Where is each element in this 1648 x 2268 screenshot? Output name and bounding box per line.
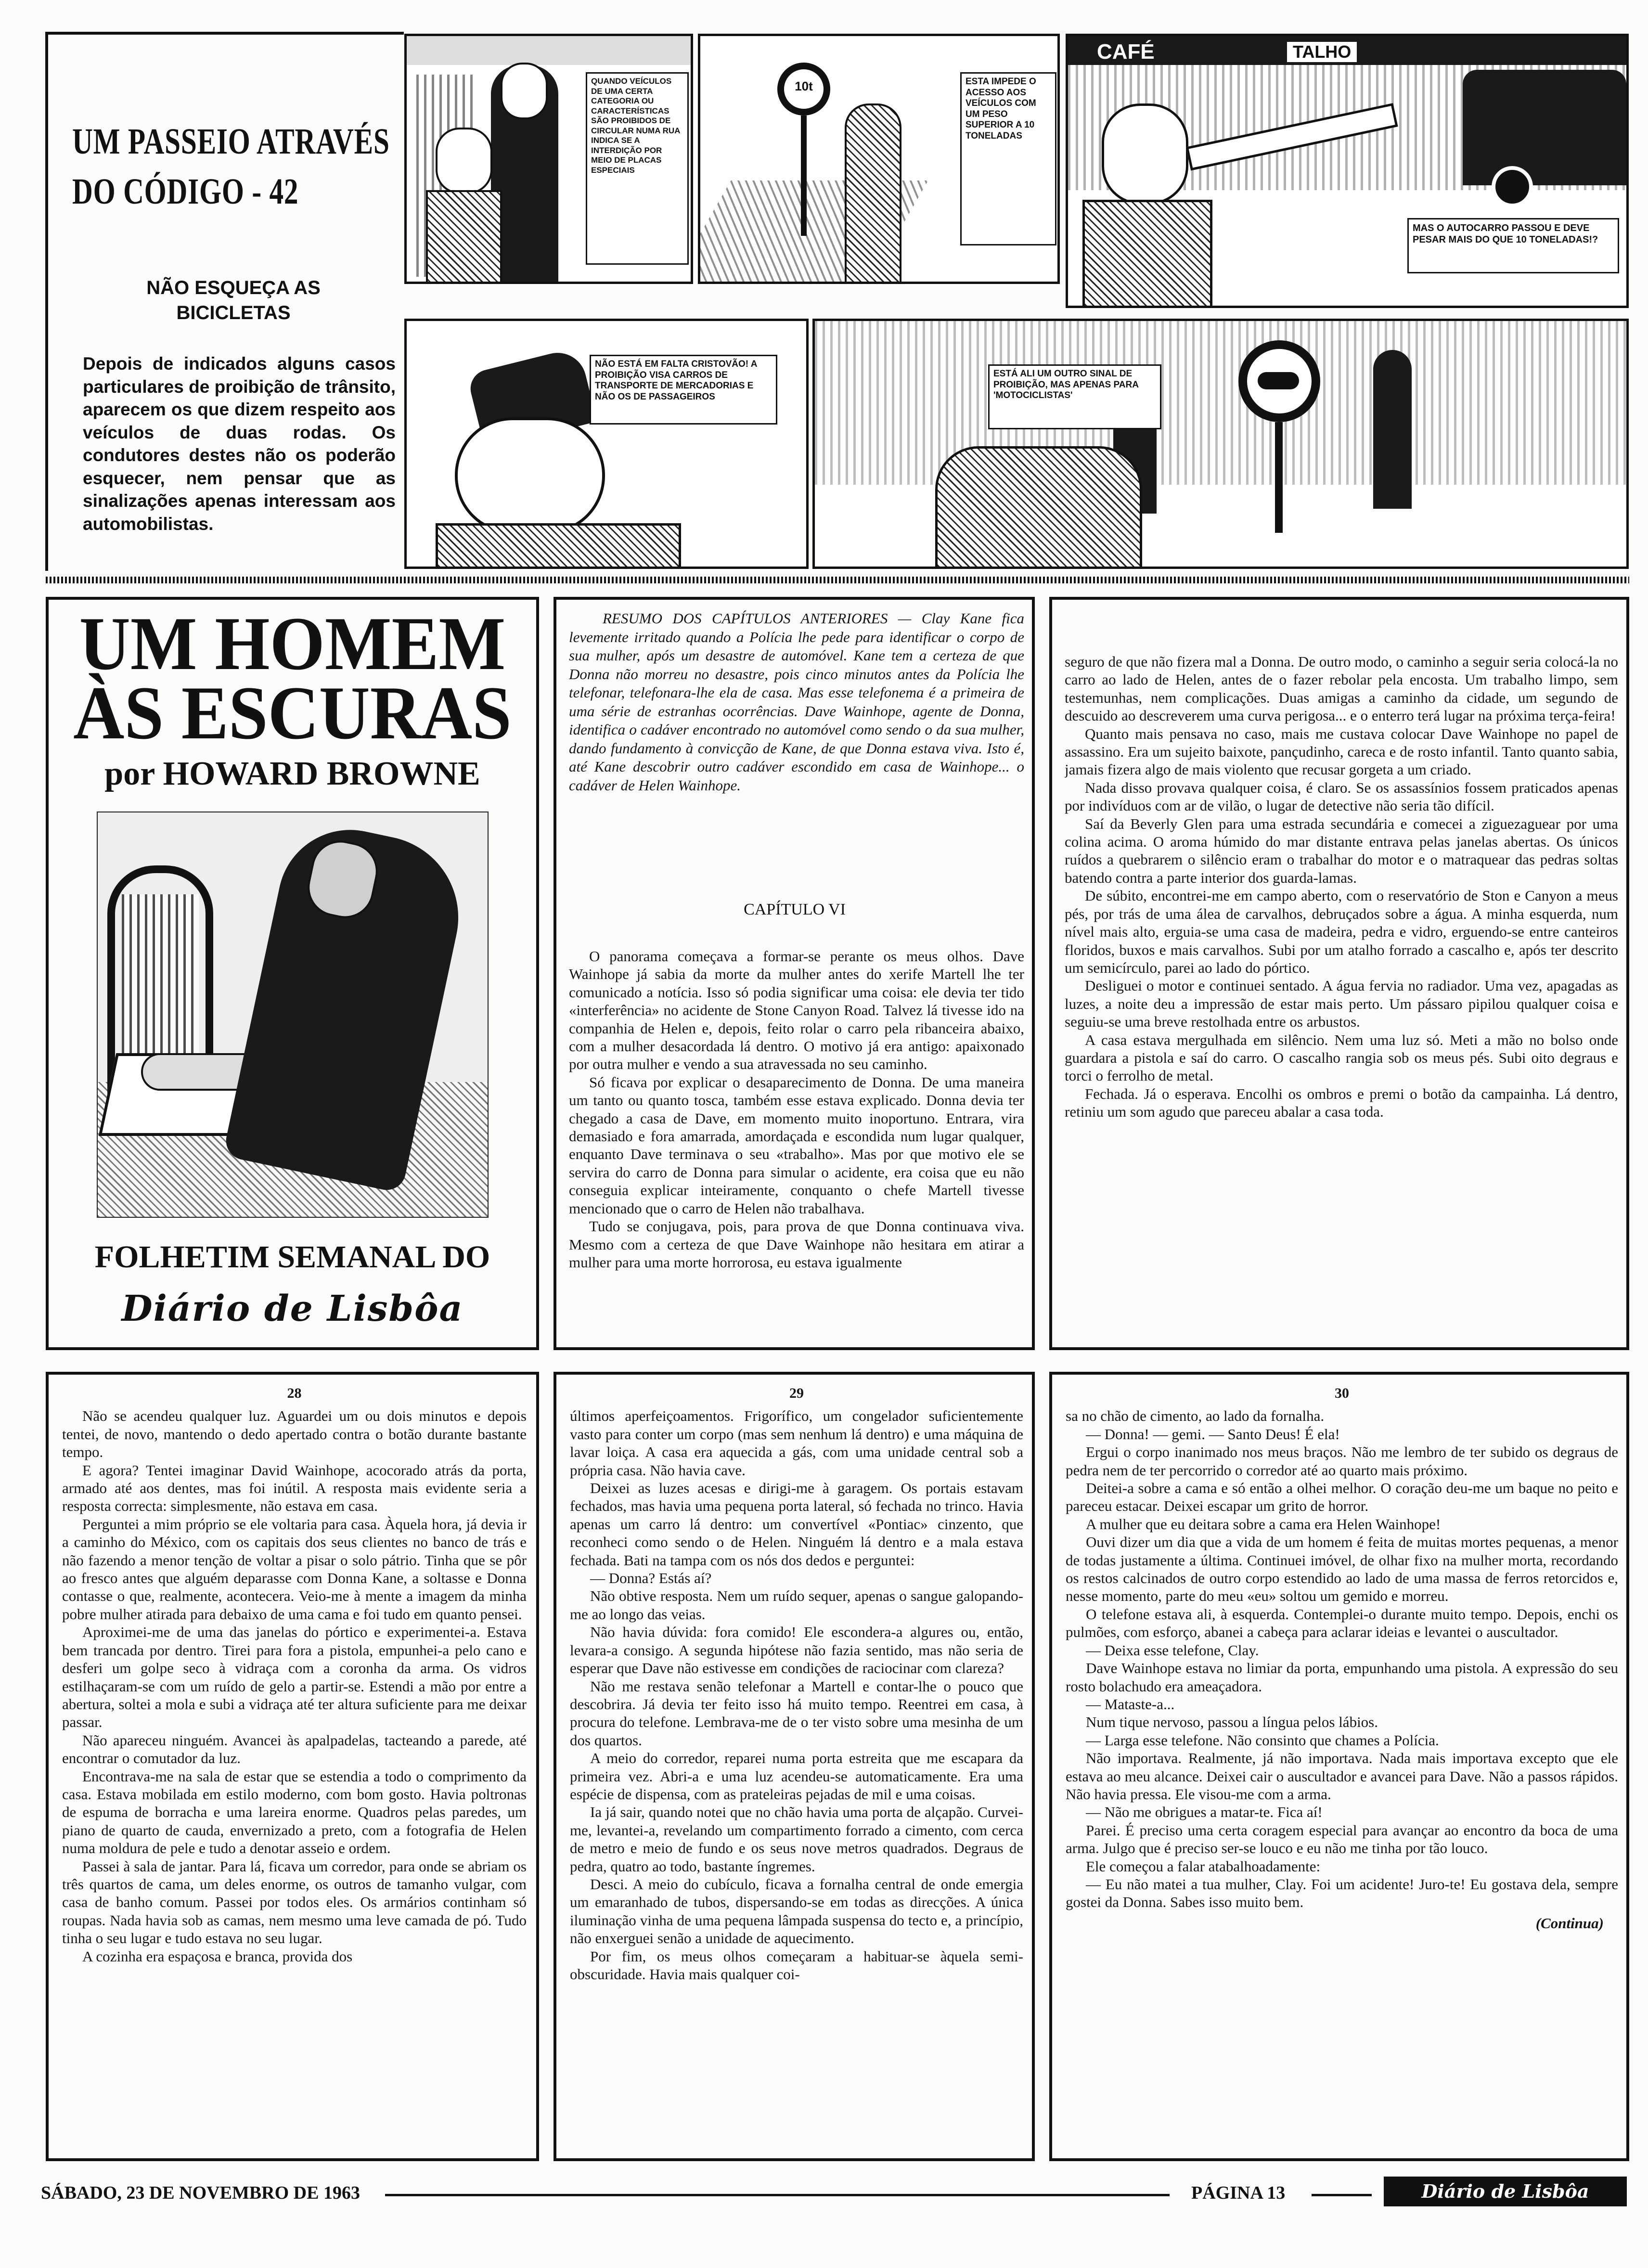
top-middle-paragraph: O panorama começava a formar-se perante os meus olhos. Dave Wainhope já sabia da morte da mulher antes do xerife Martell lhe ter comunicado a notícia. Isso só podia significar uma coisa: ele devia ter tido «interferência» no acidente de Stone Canyon Road. Talvez lá tivesse ido na companhia de Helen e, depois, feito rolar o carro pela ribanceira abaixo, com a mulher desacordada lá dentro. O motivo já era antigo: apaixonado por outra mulher e vendo a sua atravessada no seu caminho. [569, 948, 1024, 1073]
page-30-paragraph: O telefone estava ali, à esquerda. Contemplei-o durante muito tempo. Depois, enchi os pulmões, com esforço, abanei a cabeça para aclarar ideias e levantei o auscultador. [1066, 1605, 1618, 1641]
page-29-paragraph: Por fim, os meus olhos começaram a habituar-se àquela semi-obscuridade. Havia mais qualquer coi- [570, 1947, 1023, 1983]
page-30-paragraph: Num tique nervoso, passou a língua pelos lábios. [1086, 1714, 1378, 1731]
codigo-section [42, 30, 1631, 574]
page-30-paragraph: — Deixa esse telefone, Clay. [1086, 1641, 1259, 1659]
page-29-paragraph: Ia já sair, quando notei que no chão havia uma porta de alçapão. Curvei-me, levantei-a, revelando um compartimento forrado a cimento, com cerca de metro e meio de fundo e os seus nove metros quadrados. Degraus de pedra, quatro ao todo, bastante íngremes. [570, 1804, 1023, 1875]
comic-panel-3 [1066, 34, 1629, 308]
panel5-figures [935, 446, 1142, 569]
codigo-intro: Depois de indicados alguns casos particulares de proibição de trânsito, aparecem os que dizem respeito aos veículos de duas rodas. Os condutores destes não os poderão esquecer, nem pensar que as sinalizações apenas interessam aos automobilistas. [83, 354, 396, 534]
serial-header [46, 597, 539, 1350]
page-30-paragraph: A mulher que eu deitara sobre a cama era Helen Wainhope! [1086, 1515, 1441, 1533]
comic-panel-1 [404, 34, 693, 284]
footer-logo: Diário de Lisbôa [1384, 2177, 1627, 2206]
bus-wheel [1492, 166, 1533, 207]
footer-date: SÁBADO, 23 DE NOVEMBRO DE 1963 [41, 2183, 360, 2203]
panel3-speech-bubble: MAS O AUTOCARRO PASSOU E DEVE PESAR MAIS DO QUE 10 TONELADAS!? [1407, 218, 1619, 273]
page-30-column [1049, 1372, 1629, 2161]
comic-panel-2 [698, 34, 1060, 284]
codigo-title: UM PASSEIO ATRAVÉS DO CÓDIGO - 42 [72, 121, 390, 212]
top-right-column [1049, 597, 1629, 1350]
panel4-body [436, 523, 681, 569]
page-30-paragraph: Não importava. Realmente, já não importava. Nada mais importava excepto que ele estava ao meu alcance. Deixei cair o auscultador e avancei para Dave. Não a passos rápidos. Não havia pressa. Ele visou-me com a arma. [1066, 1750, 1618, 1803]
top-right-paragraph: seguro de que não fizera mal a Donna. De outro modo, o caminho a seguir seria colocá-la no carro ao lado de Helen, antes de o fazer rebolar pela encosta. Um trabalho limpo, sem testemunhas, nem complicações. Duas amigas a caminho da cidade, um segundo de descuido ao descreverem uma curva perigosa... e o enterro terá lugar na próxima terça-feira! [1065, 653, 1618, 724]
section-divider [46, 577, 1629, 583]
top-middle-body [569, 947, 1024, 1342]
panel3-man-face [1102, 103, 1188, 205]
weight-limit-sign-text: 10t [795, 79, 813, 93]
page-29-paragraph: Desci. A meio do cubículo, ficava a fornalha central de onde emergia um emaranhado de tubos, dispersando-se em todas as direcções. A única iluminação vinha de uma pequena lâmpada suspensa do tecto e, a princípio, não enxerguei senão a unidade de aquecimento. [570, 1875, 1023, 1947]
footer [41, 2177, 1629, 2215]
page-29-paragraph: Não obtive resposta. Nem um ruído sequer, apenas o sangue galopando-me ao longo das veias. [570, 1587, 1023, 1623]
top-right-body [1065, 653, 1618, 1346]
page-30-paragraph: — Larga esse telefone. Não consinto que chames a Polícia. [1086, 1731, 1439, 1749]
motorcycle-icon [1258, 372, 1299, 389]
page-30-paragraph: sa no chão de cimento, ao lado da fornalha. [1066, 1407, 1325, 1425]
panel1-woman-face [501, 63, 548, 119]
footer-rule-right [1312, 2194, 1372, 2196]
top-middle-column [554, 597, 1035, 1350]
page-30-number: 30 [1335, 1385, 1349, 1401]
serial-title-line1: UM HOMEM [79, 602, 506, 686]
panel1-man-body [426, 190, 502, 284]
page-28-paragraph: Aproximei-me de uma das janelas do pórtico e experimentei-a. Estava bem trancada por dentro. Tirei para fora a pistola, empunhei-a pelo cano e desferi um golpe seco à vidraça com a coronha da arma. Os vidros estilhaçaram-se com um ruído de gelo a partir-se. Estendi a mão por entre a abertura, soltei a mola e subi a vidraça até ter altura suficiente para me deixar passar. [62, 1624, 527, 1731]
top-middle-paragraph: Só ficava por explicar o desaparecimento de Donna. De uma maneira um tanto ou quanto tosca, também esse estava explicado. Donna devia ter chegado a casa de Dave, em momento muito inoportuno. Entrara, vira demasiado e fora amarrada, amordaçada e escondida num lugar qualquer, enquanto Dave terminava o seu «trabalho». Mas por que motivo ele se servira do carro de Donna para simular o acidente, era coisa que eu não conseguia explicar inteiramente, conquanto o chefe Martell tivesse mencionado que o carro de Helen não trabalhava. [569, 1073, 1024, 1217]
panel5-buildings [815, 321, 1629, 485]
page-29-number: 29 [789, 1385, 804, 1401]
comic-panel-4 [404, 319, 809, 569]
folhetim-label: FOLHETIM SEMANAL DO [94, 1239, 490, 1275]
page-28-number: 28 [287, 1385, 302, 1401]
page-28-paragraph: Não apareceu ninguém. Avancei às apalpadelas, tacteando a parede, até encontrar o comutador da luz. [62, 1731, 527, 1767]
panel4-speech-bubble: NÃO ESTÁ EM FALTA CRISTOVÃO! A PROIBIÇÃO VISA CARROS DE TRANSPORTE DE MERCADORIAS E NÃO OS DE PASSAGEIROS [590, 355, 777, 425]
serial-byline: por HOWARD BROWNE [104, 755, 480, 792]
page-28-column [46, 1372, 539, 2161]
page-29-paragraph: Não havia dúvida: fora comido! Ele escondera-a algures ou, então, levara-a consigo. A segunda hipótese não fazia sentido, mas não seria de esperar que Dave não estivesse em condições de raciocinar com clareza? [570, 1624, 1023, 1677]
top-right-paragraph: Desliguei o motor e continuei sentado. A água fervia no radiador. Uma vez, apagadas as luzes, a noite deu a impressão de estar mais perto. Um pássaro pipilou qualquer coisa e seguiu-se uma breve restolhada entre os arbustos. [1065, 977, 1618, 1031]
top-right-paragraph: Fechada. Já o esperava. Encolhi os ombros e premi o botão da campainha. Lá dentro, retiniu um som agudo que pareceu abalar a casa toda. [1065, 1085, 1618, 1121]
page-30-paragraph: Parei. É preciso uma certa coragem especial para avançar ao encontro da boca de uma arma. Julgo que é preciso ser-se louco e eu não me tinha por tão louco. [1066, 1821, 1618, 1857]
codigo-subtitle: NÃO ESQUEÇA AS BICICLETAS [146, 277, 321, 323]
panel2-policeman [845, 103, 901, 284]
page-28-paragraph: Passei à sala de jantar. Para lá, ficava um corredor, para onde se abriam os três quartos de cama, um deles enorme, os outros de tamanho vulgar, com casa de banho comum. Passei por todos eles. Os armários continham só roupas. Nada havia sob as camas, nem mesmo uma leve camada de pó. Tudo tinha o seu lugar e tudo estava no seu lugar. [62, 1857, 527, 1947]
top-right-paragraph: De súbito, encontrei-me em campo aberto, com o reservatório de Ston e Canyon a meus pés, por trás de uma álea de carvalhos, debruçados sobre a água. A minha esquerda, num nível mais alto, erguia-se uma casa de madeira, pedra e vidro, erguendo-se entre canteiros floridos, buxos e mais carvalhos. Subi por um atalho forrado a cascalho e, após ter descrito um semicírculo, parei ao lado do pórtico. [1065, 887, 1618, 976]
top-right-paragraph: Nada disso provava qualquer coisa, é claro. Se os assassínios fossem praticados apenas por indivíduos com ar de vilão, o lugar de detective não seria tão difícil. [1065, 779, 1618, 814]
resumo-text: RESUMO DOS CAPÍTULOS ANTERIORES — Clay Kane fica levemente irritado quando a Polícia lhe pede para identificar o corpo de sua mulher, após um desastre de automóvel. Kane tem a certeza de que Donna não morreu no desastre, pois cinco minutos antes da Polícia lhe telefonar, telefonara-lhe ela de casa. Mas esse telefonema é a primeira de uma série de estranhas ocorrências. Dave Wainhope, agente de Donna, identifica o cadáver encontrado no automóvel como sendo o da sua mulher, dando fundamento à convicção de Kane, de que Donna estava viva. Isto é, até Kane descobrir outro cadáver escondido em casa de Wainhope... o cadáver de Helen Wainhope. [569, 610, 1024, 794]
page-28-paragraph: Encontrava-me na sala de estar que se estendia a todo o comprimento da casa. Estava mobilada em estilo moderno, com bom gosto. Havia poltronas de espuma de borracha e uma lareira enorme. Quadros pelas paredes, um piano de quarto de cauda, envernizado a preto, com a fotografia de Helen numa moldura de pele e tudo a denotar asseio e ordem. [62, 1767, 527, 1857]
page-29-paragraph: Não me restava senão telefonar a Martell e contar-lhe o pouco que descobrira. Já devia ter feito isso há muito tempo. Reentrei em casa, à procura do telefone. Lembrava-me de o ter visto sobre uma mesinha de um dos quartos. [570, 1677, 1023, 1749]
chapter-heading: CAPÍTULO VI [744, 901, 846, 918]
top-right-paragraph: Saí da Beverly Glen para uma estrada secundária e comecei a ziguezaguear por uma colina acima. O aroma húmido do mar distante entrava pelas janelas abertas. Os únicos ruídos a quebrarem o silêncio eram o trabalhar do motor e o matraquear das pedras soltas batendo contra a parte interior dos guarda-lamas. [1065, 815, 1618, 886]
page-30-paragraph: Ele começou a falar atabalhoadamente: [1086, 1857, 1321, 1875]
codigo-text-panel [45, 32, 404, 571]
page-29-paragraph: — Donna? Estás aí? [590, 1570, 712, 1587]
panel2-speech-bubble: ESTA IMPEDE O ACESSO AOS VEÍCULOS COM UM PESO SUPERIOR A 10 TONELADAS [960, 72, 1056, 245]
serial-title [65, 602, 519, 755]
page-30-body [1066, 1384, 1618, 2154]
bus-silhouette [1463, 70, 1626, 185]
page-30-paragraph: — Eu não matei a tua mulher, Clay. Foi um acidente! Juro-te! Eu gostava dela, sempre gostei da Donna. Sabes isso muito bem. [1066, 1875, 1618, 1911]
cafe-sign: CAFÉ [1097, 40, 1155, 64]
page-28-body [62, 1384, 527, 2154]
page-30-paragraph: Ergui o corpo inanimado nos meus braços. Não me lembro de ter subido os degraus de pedra nem de ter percorrido o corredor até ao quarto mais próximo. [1066, 1443, 1618, 1479]
panel1-shadow [407, 36, 693, 65]
page-29-paragraph: A meio do corredor, reparei numa porta estreita que me escapara da primeira vez. Abri-a e uma luz acendeu-se automaticamente. Era uma espécie de dispensa, com as prateleiras pejadas de mil e uma coisas. [570, 1750, 1023, 1803]
panel3-man-body [1082, 200, 1212, 308]
comic-panel-5 [812, 319, 1629, 569]
serial-illustration [97, 812, 489, 1218]
paper-logo: Diário de Lisbôa [121, 1288, 464, 1329]
page-30-paragraph: Ouvi dizer um dia que a vida de um homem é feita de muitas mortes pequenas, a menor de todas justamente a última. Continuei imóvel, de olhar fixo na mulher morta, recordando os restos calcinados de outro corpo estendido ao lado de uma massa de ferros retorcidos e, nesse momento, parte do meu «eu» soltou um gemido e morreu. [1066, 1533, 1618, 1605]
page-30-paragraph: Dave Wainhope estava no limiar da porta, empunhando uma pistola. A expressão do seu rosto bolachudo era ameaçadora. [1066, 1660, 1618, 1695]
no-motorcycles-pole [1275, 422, 1283, 533]
panel4-face [455, 417, 605, 534]
continua-label: (Continua) [1535, 1914, 1604, 1932]
illustration-bed-bars [122, 894, 199, 1053]
page-29-paragraph: Deixei as luzes acesas e dirigi-me à garagem. Os portais estavam fechados, mas havia uma pequena porta lateral, só fechada no trinco. Havia apenas um carro lá dentro: um convertível «Pontiac» cinzento, que reconheci como sendo o de Helen. Ninguém lá dentro e a mala estava fechada. Bati na tampa com os nós dos dedos e perguntei: [570, 1480, 1023, 1569]
page-29-column [554, 1372, 1035, 2161]
serial-title-line2: ÀS ESCURAS [73, 671, 512, 755]
sign-pole [801, 116, 807, 236]
page-28-paragraph: Perguntei a mim próprio se ele voltaria para casa. Àquela hora, já devia ir a caminho do México, com os capitais dos seus clientes no banco de trás e não fazendo a menor tenção de voltar a pisar o solo pátrio. Tinha que se pôr ao fresco antes que alguém deparasse com Donna Kane, a soltasse e Donna contasse o que, realmente, acontecera. Veio-me à mente a imagem da minha pobre mulher atirada para debaixo de uma cama e foi tudo em quanto pensei. [62, 1515, 527, 1623]
talho-sign: TALHO [1287, 42, 1357, 62]
page-28-paragraph: E agora? Tentei imaginar David Wainhope, acocorado atrás da porta, armado até aos dentes, mas foi inútil. A resposta mais evidente seria a resposta correcta: simplesmente, não estava em casa. [62, 1461, 527, 1515]
top-right-paragraph: A casa estava mergulhada em silêncio. Nem uma luz só. Meti a mão no bolso onde guardara a pistola e saí do carro. O cascalho rangia sob os meus pés. Subi oito degraus e torci o ferrolho de metal. [1065, 1031, 1618, 1084]
top-right-paragraph: Quanto mais pensava no caso, mais me custava colocar Dave Wainhope no papel de assassino. Era um sujeito baixote, pançudinho, careca e de rosto infantil. Tanto quanto sabia, jamais fizera algo de mais violento que recusar gorgeta a um criado. [1065, 725, 1618, 778]
panel5-speech-bubble: ESTÁ ALI UM OUTRO SINAL DE PROIBIÇÃO, MAS APENAS PARA 'MOTOCICLISTAS' [988, 364, 1161, 429]
page-29-body [570, 1384, 1023, 2154]
no-motorcycles-sign [1238, 340, 1320, 422]
panel5-tree-right [1373, 350, 1412, 509]
footer-rule-left [385, 2194, 1170, 2196]
page-29-paragraph: últimos aperfeiçoamentos. Frigorífico, um congelador suficientemente vasto para conter um corpo (mas sem nenhum lá dentro) e uma máquina de lavar loiça. A casa era aquecida a gás, com uma unidade central sob a própria casa. Não havia cave. [570, 1407, 1023, 1479]
panel1-speech-bubble: QUANDO VEÍCULOS DE UMA CERTA CATEGORIA OU CARACTERÍSTICAS SÃO PROIBIDOS DE CIRCULAR NUMA RUA INDICA SE A INTERDIÇÃO POR MEIO DE PLACAS ESPECIAIS [586, 72, 689, 265]
page-30-paragraph: — Não me obrigues a matar-te. Fica aí! [1086, 1804, 1323, 1821]
page-28-paragraph: A cozinha era espaçosa e branca, provida dos [82, 1947, 353, 1965]
page-28-paragraph: Não se acendeu qualquer luz. Aguardei um ou dois minutos e depois tentei, de novo, mantendo o dedo apertado contra o botão durante bastante tempo. [62, 1407, 527, 1461]
page-30-paragraph: — Donna! — gemi. — Santo Deus! É ela! [1086, 1425, 1340, 1443]
footer-page: PÁGINA 13 [1191, 2183, 1286, 2203]
page-30-paragraph: — Mataste-a... [1086, 1695, 1175, 1713]
page-30-paragraph: Deitei-a sobre a cama e só então a olhei melhor. O coração deu-me um baque no peito e pareceu estacar. Deixei escapar um grito de horror. [1066, 1480, 1618, 1515]
top-middle-paragraph: Tudo se conjugava, pois, para prova de que Donna continuava viva. Mesmo com a certeza de que Dave Wainhope não hesitara em atirar a mulher para uma morte horrorosa, eu estava igualmente [569, 1218, 1024, 1271]
weight-limit-sign [777, 63, 830, 116]
panel1-man-face [436, 128, 492, 194]
